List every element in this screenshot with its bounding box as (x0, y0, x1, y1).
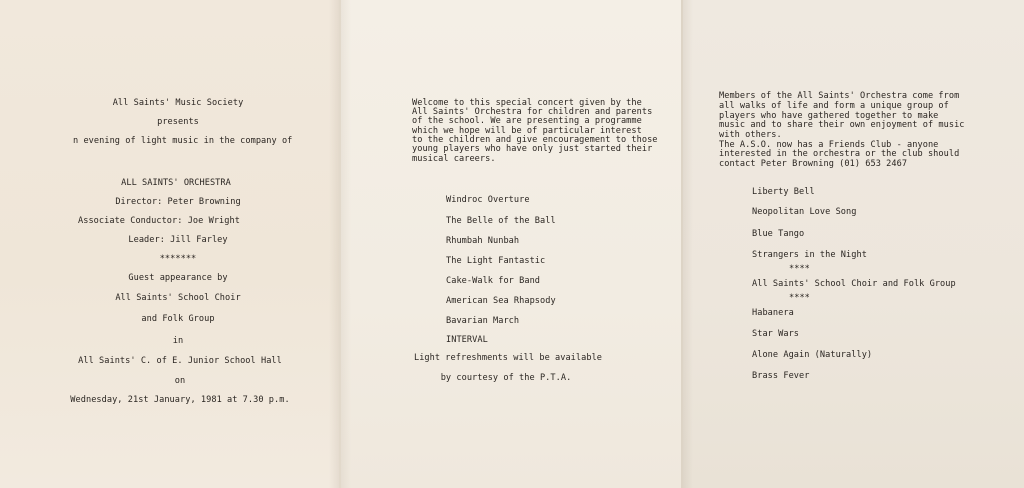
venue-line: All Saints' C. of E. Junior School Hall (78, 356, 282, 366)
society-title: All Saints' Music Society (112, 98, 244, 108)
members-line: players who have gathered together to make (719, 111, 939, 121)
programme-item: Bavarian March (446, 316, 520, 326)
programme-item: Brass Fever (752, 371, 810, 381)
programme-item: Habanera (752, 308, 794, 318)
choir-line: All Saints' School Choir (115, 293, 241, 303)
welcome-line: young players who have only just started their (412, 144, 653, 154)
date-line: Wednesday, 21st January, 1981 at 7.30 p.m. (70, 395, 290, 405)
members-line: The A.S.O. now has a Friends Club - anyone (719, 140, 939, 150)
members-line: all walks of life and form a unique group of (719, 101, 949, 111)
members-line: interested in the orchestra or the club should (719, 149, 960, 159)
separator-line: **** (789, 264, 810, 274)
members-line: music and to share their own enjoyment of music (719, 120, 965, 130)
programme-item: The Belle of the Ball (446, 216, 556, 226)
left-panel (0, 0, 339, 488)
programme-item: Liberty Bell (752, 187, 815, 197)
guest-line: Guest appearance by (128, 273, 228, 283)
refreshments-line: Light refreshments will be available (413, 353, 603, 363)
programme-item: American Sea Rhapsody (446, 296, 556, 306)
welcome-line: All Saints' Orchestra for children and parents (412, 107, 653, 117)
director-line: Director: Peter Browning (115, 197, 241, 207)
members-line: with others. (719, 130, 782, 140)
programme-item: Windroc Overture (446, 195, 530, 205)
welcome-line: Welcome to this special concert given by the (412, 98, 642, 108)
intro-text: n evening of light music in the company of (73, 136, 293, 146)
orchestra-name: ALL SAINTS' ORCHESTRA (121, 178, 231, 188)
fold-shadow (329, 0, 339, 488)
programme-item: Rhumbah Nunbah (446, 236, 520, 246)
programme-item: Star Wars (752, 329, 800, 339)
presents-text: presents (157, 117, 199, 127)
welcome-line: to the children and give encouragement to those (412, 135, 658, 145)
leader-line: Leader: Jill Farley (128, 235, 228, 245)
folk-line: and Folk Group (141, 314, 215, 324)
choir-item: All Saints' School Choir and Folk Group (752, 279, 956, 289)
separator-line: ******* (159, 254, 197, 264)
middle-panel (339, 0, 681, 488)
programme-item: Blue Tango (752, 229, 805, 239)
welcome-line: musical careers. (412, 154, 496, 164)
fold-shadow (683, 0, 693, 488)
programme-item: The Light Fantastic (446, 256, 546, 266)
associate-line: Associate Conductor: Joe Wright (78, 216, 240, 226)
members-line: contact Peter Browning (01) 653 2467 (719, 159, 908, 169)
courtesy-line: by courtesy of the P.T.A. (440, 373, 572, 383)
programme-item: Neopolitan Love Song (752, 207, 857, 217)
members-line: Members of the All Saints' Orchestra come from (719, 91, 960, 101)
separator-line: **** (789, 293, 810, 303)
right-panel (681, 0, 1024, 488)
programme-item: Strangers in the Night (752, 250, 867, 260)
programme-item: Alone Again (Naturally) (752, 350, 873, 360)
interval-label: INTERVAL (446, 335, 488, 345)
fold-shadow (341, 0, 351, 488)
in-line: in (172, 336, 184, 346)
welcome-line: of the school. We are presenting a programme (412, 116, 642, 126)
welcome-line: which we hope will be of particular interest (412, 126, 642, 136)
programme-item: Cake-Walk for Band (446, 276, 541, 286)
on-line: on (174, 376, 186, 386)
